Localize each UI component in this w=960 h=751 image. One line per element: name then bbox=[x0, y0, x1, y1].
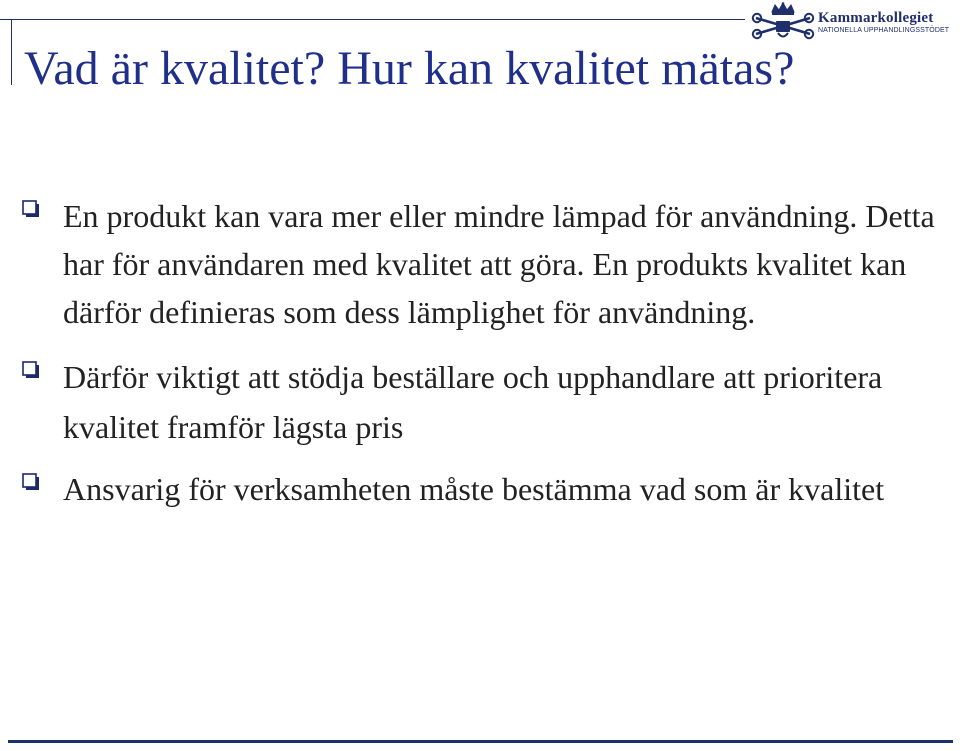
checkbox-square-icon bbox=[22, 200, 40, 218]
logo-name: Kammarkollegiet bbox=[818, 10, 934, 26]
bullet-text: Ansvarig för verksamheten måste bestämma vad som är kvalitet bbox=[63, 471, 885, 507]
bullet-list bbox=[22, 192, 942, 514]
bullet-text: Därför viktigt att stödja beställare och upphandlare att prioritera kvalitet framför lägsta pris bbox=[63, 359, 883, 445]
bullet-text: En produkt kan vara mer eller mindre lämpad för användning. Detta har för användaren med kvalitet att göra. En produkts kvalitet kan därför definieras som dess lämplighet för användning. bbox=[63, 198, 935, 330]
checkbox-square-icon bbox=[22, 473, 40, 491]
bullet-item bbox=[22, 352, 942, 452]
left-rule bbox=[11, 19, 12, 85]
bullet-item bbox=[22, 192, 942, 336]
checkbox-square-icon bbox=[22, 361, 40, 379]
crown-keys-emblem-icon bbox=[750, 2, 816, 42]
bullet-item bbox=[22, 464, 942, 514]
top-rule bbox=[0, 19, 745, 20]
slide-title: Vad är kvalitet? Hur kan kvalitet mätas? bbox=[24, 42, 795, 95]
bottom-rule bbox=[8, 740, 953, 743]
logo-subtitle: NATIONELLA UPPHANDLINGSSTÖDET bbox=[818, 27, 950, 34]
